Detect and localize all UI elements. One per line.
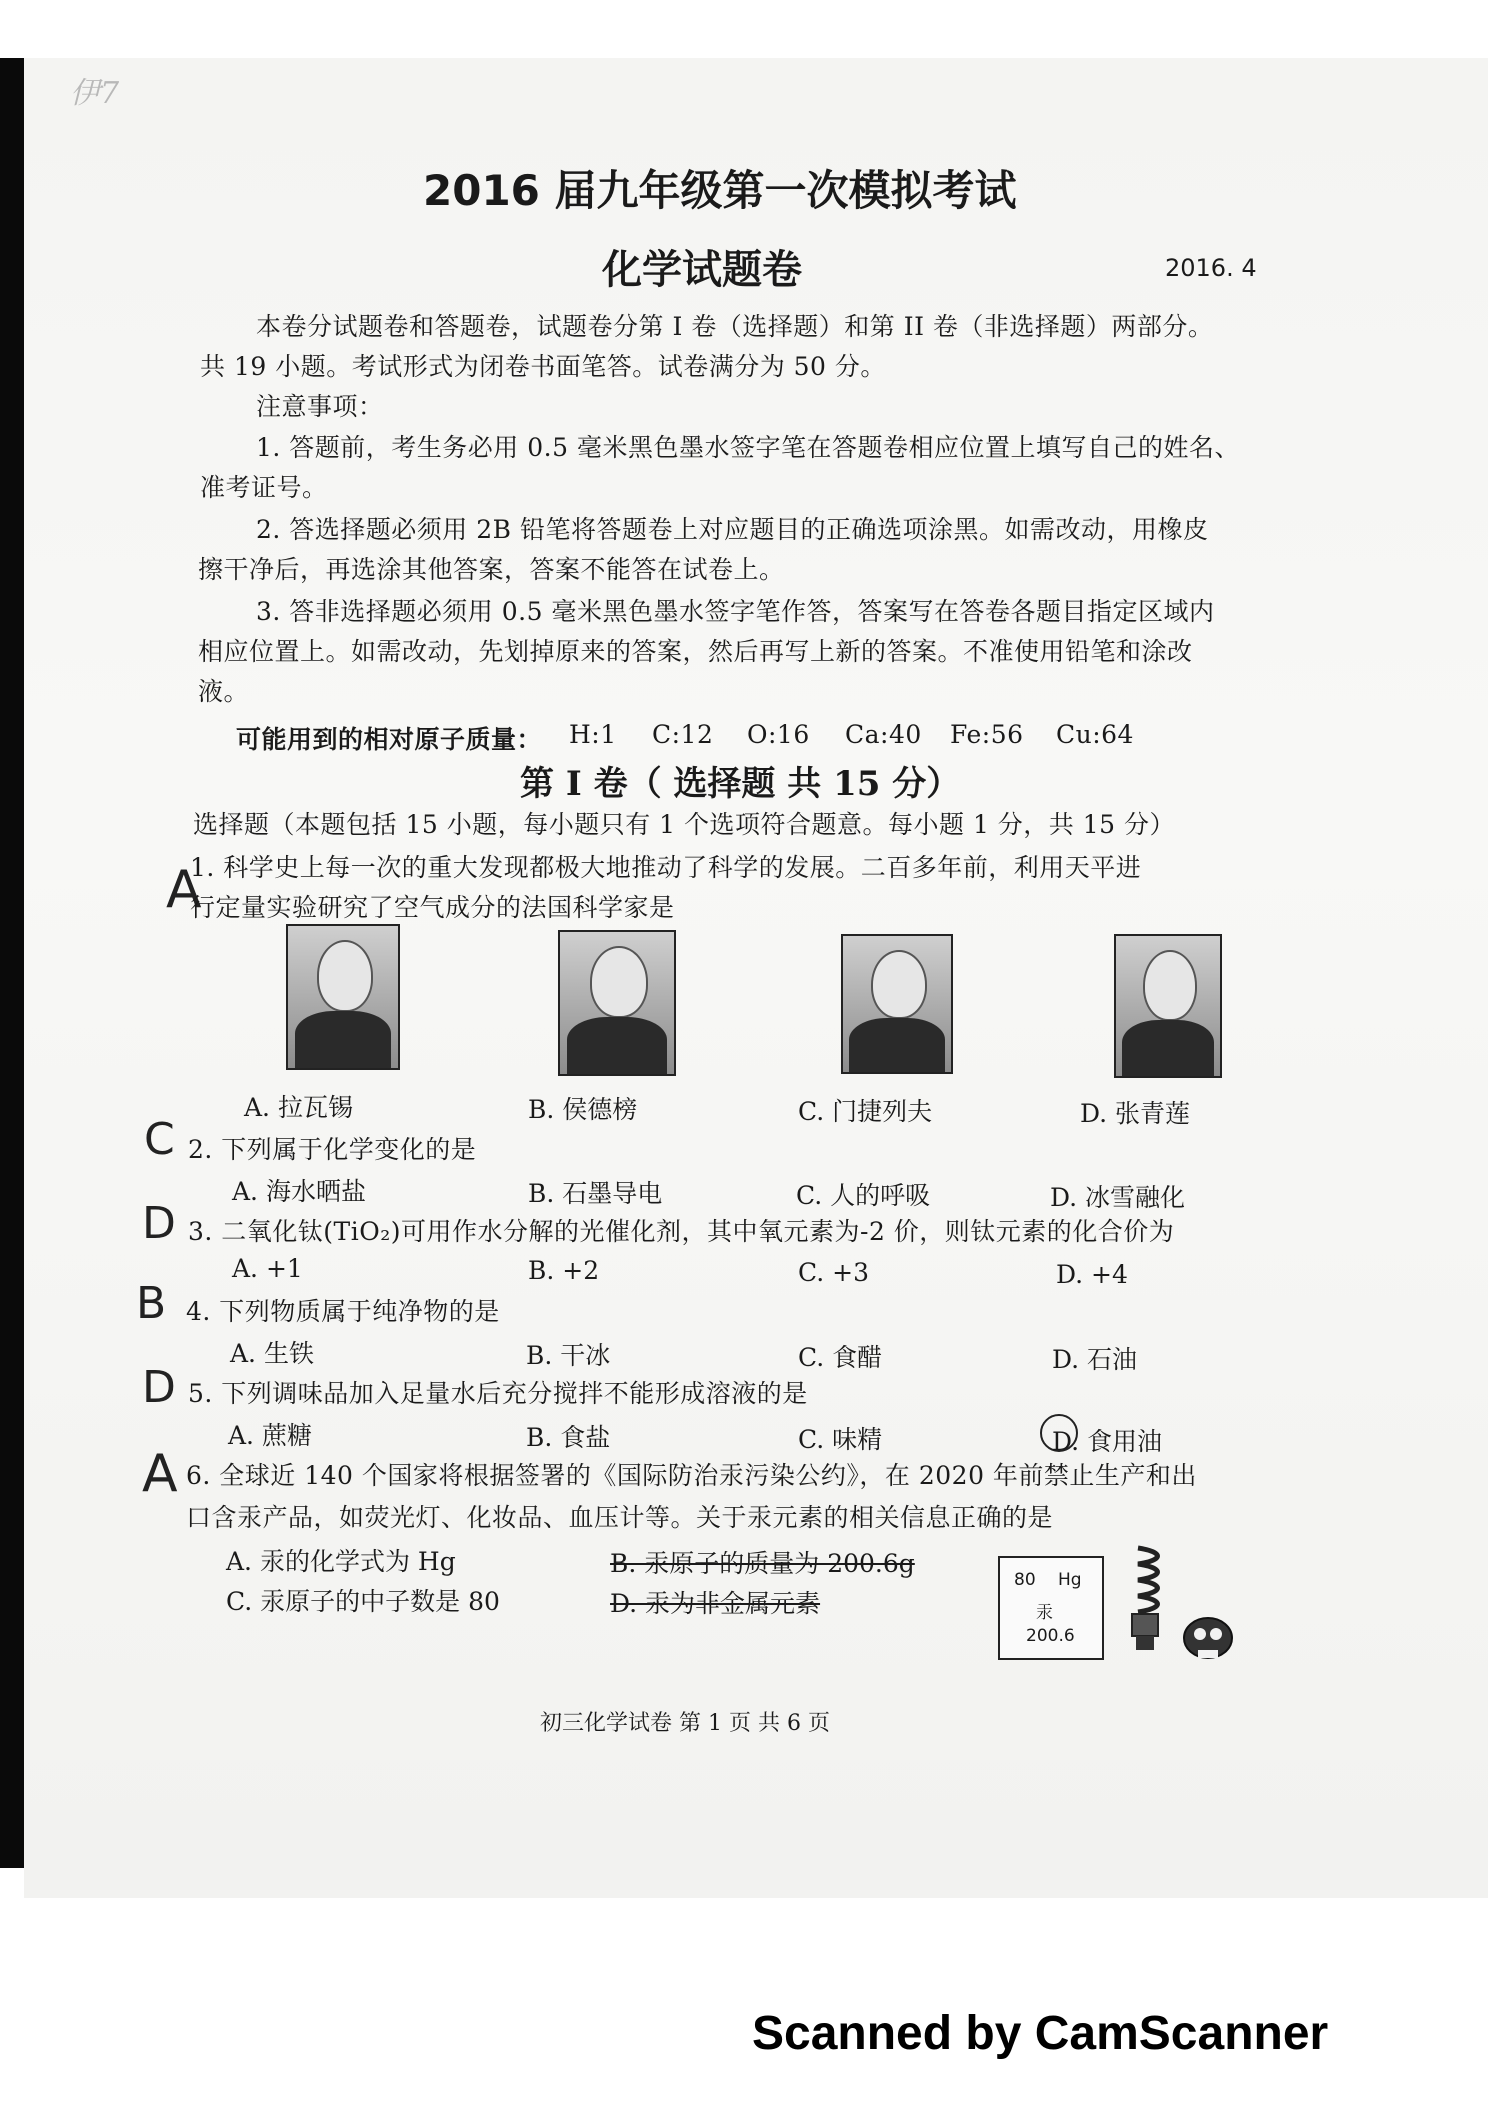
cfl-bulb-and-skull-icon: [1116, 1542, 1242, 1672]
q1-option-d: D. 张青莲: [1080, 1099, 1191, 1128]
atomic-mass-cu: Cu:64: [1056, 720, 1134, 749]
q3-option-b: B. +2: [528, 1256, 600, 1285]
q3-stem: 3. 二氧化钛(TiO₂)可用作水分解的光催化剂，其中氧元素为-2 价，则钛元素的化合价为: [188, 1217, 1175, 1246]
q6-option-d: D. 汞为非金属元素: [610, 1589, 821, 1618]
q3-option-d: D. +4: [1056, 1260, 1128, 1289]
q4-option-b: B. 干冰: [526, 1341, 611, 1370]
q3-handwritten-answer: D: [142, 1198, 176, 1249]
q5-option-a: A. 蔗糖: [228, 1421, 312, 1450]
scanner-edge-shadow: [0, 58, 24, 1868]
atomic-mass-c: C:12: [652, 720, 714, 749]
q1-stem-line-2: 行定量实验研究了空气成分的法国科学家是: [190, 893, 675, 922]
section-1-description: 选择题（本题包括 15 小题，每小题只有 1 个选项符合题意。每小题 1 分，共 15 分）: [193, 810, 1176, 839]
notice-item-3-line-1: 3. 答非选择题必须用 0.5 毫米黑色墨水签字笔作答，答案写在答卷各题目指定区域内: [256, 597, 1215, 626]
intro-line-2: 共 19 小题。考试形式为闭卷书面笔答。试卷满分为 50 分。: [200, 352, 886, 381]
notice-item-2-line-2: 擦干净后，再选涂其他答案，答案不能答在试卷上。: [198, 555, 785, 584]
portrait-lavoisier: [286, 924, 400, 1070]
q4-option-a: A. 生铁: [230, 1339, 314, 1368]
notice-item-2-line-1: 2. 答选择题必须用 2B 铅笔将答题卷上对应题目的正确选项涂黑。如需改动，用橡皮: [256, 515, 1209, 544]
q1-option-b: B. 侯德榜: [528, 1095, 638, 1124]
q6-stem-line-1: 6. 全球近 140 个国家将根据签署的《国际防治汞污染公约》，在 2020 年前禁止生产和出: [186, 1461, 1197, 1490]
q5-handwritten-answer: D: [142, 1362, 176, 1413]
element-atomic-mass: 200.6: [1026, 1626, 1075, 1646]
q4-handwritten-answer: B: [136, 1278, 167, 1329]
q6-stem-line-2: 口含汞产品，如荧光灯、化妆品、血压计等。关于汞元素的相关信息正确的是: [186, 1503, 1054, 1532]
notice-item-1-line-2: 准考证号。: [200, 473, 328, 502]
q6-option-b: B. 汞原子的质量为 200.6g: [610, 1549, 915, 1578]
q5-option-d: D. 食用油: [1052, 1427, 1163, 1456]
notice-item-1-line-1: 1. 答题前，考生务必用 0.5 毫米黑色墨水签字笔在答题卷相应位置上填写自己的姓名、: [256, 433, 1240, 462]
element-symbol: Hg: [1058, 1570, 1082, 1590]
q1-stem-line-1: 1. 科学史上每一次的重大发现都极大地推动了科学的发展。二百多年前，利用天平进: [190, 853, 1142, 882]
corner-pencil-mark: 伊7: [70, 76, 120, 111]
q4-stem: 4. 下列物质属于纯净物的是: [186, 1297, 500, 1326]
q2-option-c: C. 人的呼吸: [796, 1181, 931, 1210]
q4-option-c: C. 食醋: [798, 1343, 883, 1372]
subject-title: 化学试题卷: [602, 247, 802, 293]
notice-label: 注意事项：: [256, 392, 384, 421]
q2-option-d: D. 冰雪融化: [1050, 1183, 1186, 1212]
q3-option-a: A. +1: [232, 1254, 303, 1283]
atomic-mass-ca: Ca:40: [845, 720, 922, 749]
section-1-title: 第 I 卷（ 选择题 共 15 分）: [520, 764, 961, 804]
q2-option-a: A. 海水晒盐: [232, 1177, 366, 1206]
portrait-mendeleev: [841, 934, 953, 1074]
portrait-hou-debang: [558, 930, 676, 1076]
q2-option-b: B. 石墨导电: [528, 1179, 663, 1208]
atomic-mass-o: O:16: [747, 720, 810, 749]
exam-date: 2016. 4: [1165, 254, 1257, 282]
q6-handwritten-answer: A: [142, 1444, 178, 1504]
q5-stem: 5. 下列调味品加入足量水后充分搅拌不能形成溶液的是: [188, 1379, 808, 1408]
q6-option-a: A. 汞的化学式为 Hg: [226, 1547, 456, 1576]
element-atomic-number: 80: [1014, 1570, 1036, 1590]
mercury-element-card: [998, 1556, 1104, 1660]
portrait-zhang-qinglian: [1114, 934, 1222, 1078]
atomic-mass-label: 可能用到的相对原子质量：: [236, 725, 543, 754]
notice-item-3-line-2: 相应位置上。如需改动，先划掉原来的答案，然后再写上新的答案。不准使用铅笔和涂改: [198, 637, 1193, 666]
q1-handwritten-answer: A: [166, 860, 202, 920]
page-footer: 初三化学试卷 第 1 页 共 6 页: [540, 1711, 830, 1736]
intro-line-1: 本卷分试题卷和答题卷，试题卷分第 I 卷（选择题）和第 II 卷（非选择题）两部分。: [256, 312, 1214, 341]
notice-item-3-line-3: 液。: [198, 677, 250, 706]
camscanner-watermark: Scanned by CamScanner: [752, 2007, 1329, 2060]
q6-option-c: C. 汞原子的中子数是 80: [226, 1587, 500, 1616]
q2-handwritten-answer: C: [144, 1114, 175, 1165]
q1-option-a: A. 拉瓦锡: [244, 1093, 353, 1122]
atomic-mass-h: H:1: [569, 720, 617, 749]
q4-option-d: D. 石油: [1052, 1345, 1138, 1374]
exam-title: 2016 届九年级第一次模拟考试: [423, 166, 1017, 215]
element-name: 汞: [1036, 1603, 1053, 1623]
atomic-mass-fe: Fe:56: [950, 720, 1024, 749]
q1-option-c: C. 门捷列夫: [798, 1097, 933, 1126]
q5-option-c: C. 味精: [798, 1425, 883, 1454]
q5-option-b: B. 食盐: [526, 1423, 611, 1452]
q2-stem: 2. 下列属于化学变化的是: [188, 1135, 477, 1164]
q3-option-c: C. +3: [798, 1258, 869, 1287]
